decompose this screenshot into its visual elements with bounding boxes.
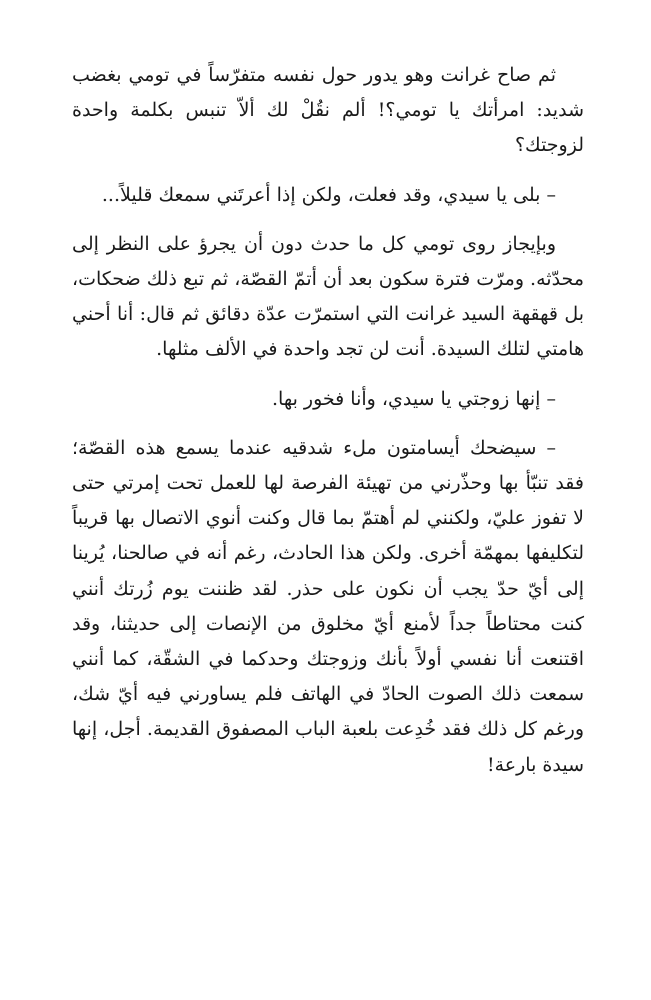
paragraph-my-wife: – إنها زوجتي يا سيدي، وأنا فخور بها. [271,387,556,410]
paragraph-tommy-reply: – بلى يا سيدي، وقد فعلت، ولكن إذا أعرتَني سمعك قليلاً... [101,183,556,206]
book-page [72,58,584,797]
paragraph-tommy-recounts: وبإيجاز روى تومي كل ما حدث دون أن يجرؤ على النظر إلى محدّثه. ومرّت فترة سكون بعد أن أتمّ القصّة، ثم تبع ذلك ضحكات، بل قهقهة السيد غرانت التي استمرّت عدّة دقائق ثم قال: أنا أحني هامتي لتلك السيدة. أنت لن تجد واحدة في الألف مثلها. [72,232,584,361]
paragraph-grant-laughs: – سيضحك أيسامتون ملء شدقيه عندما يسمع هذه القصّة؛ فقد تنبّأ بها وحذّرني من تهيئة الفرصة لها للعمل تحت إمرتي حتى لا تفوز عليّ، ولكنني لم أهتمّ بما قال وكنت أنوي الاتصال بها قريباً لتكليفها بمهمّة أخرى. ولكن هذا الحادث، رغم أنه في صالحنا، يُرينا إلى أيّ حدّ يجب أن نكون على حذر. لقد ظننت يوم زُرتك أنني كنت محتاطاً جداً لأمنع أيّ مخلوق من الإنصات إلى حديثنا، وقد اقتنعت أنا نفسي أولاً بأنك وزوجتك وحدكما في الشقّة، كما أنني سمعت ذلك الصوت الحادّ في الهاتف فلم يساورني فيه أيّ شك، ورغم كل ذلك فقد خُدِعت بلعبة الباب المصفوق القديمة. أجل، إنها سيدة بارعة! [72,436,584,776]
paragraph-grant-shouts: ثم صاح غرانت وهو يدور حول نفسه متفرّساً في تومي بغضب شديد: امرأتك يا تومي؟! ألم نقُلْ لك ألاّ تنبس بكلمة واحدة لزوجتك؟ [72,64,584,157]
